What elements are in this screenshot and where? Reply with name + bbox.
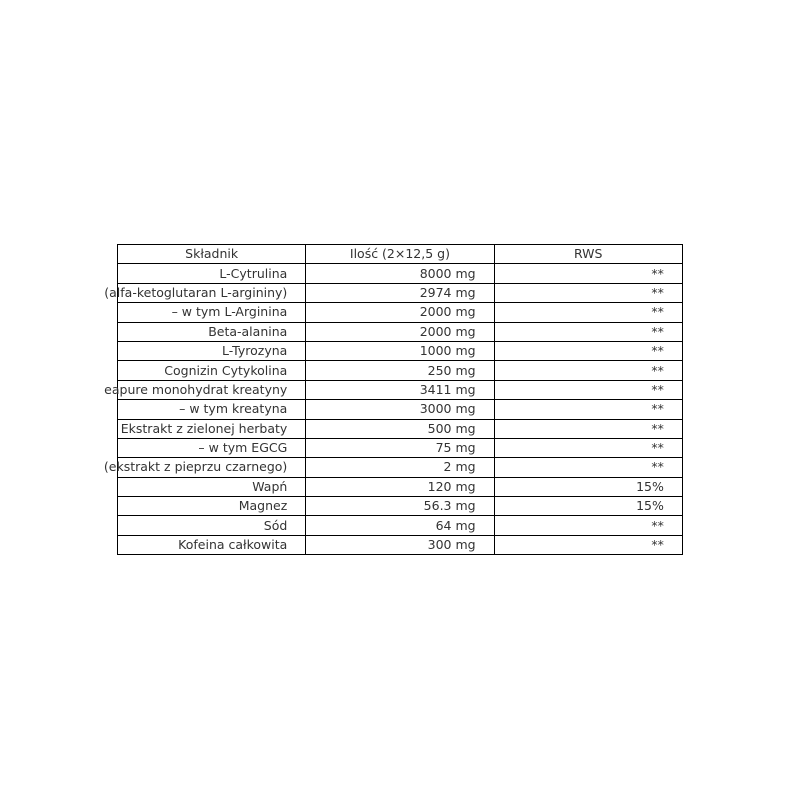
ingredient-rws: 15%: [494, 477, 682, 496]
ingredient-name: (ekstrakt z pieprzu czarnego): [103, 459, 288, 475]
ingredient-name: – w tym EGCG: [198, 440, 288, 456]
table-row: [118, 419, 683, 438]
ingredient-amount: 8000 mg: [306, 264, 494, 283]
ingredient-amount: 2974 mg: [306, 283, 494, 302]
ingredient-name: Ekstrakt z zielonej herbaty: [120, 420, 288, 436]
table-row: [118, 535, 683, 554]
nutrition-table: [103, 244, 683, 555]
ingredient-name: Wapń: [252, 478, 288, 494]
ingredient-name: Magnez: [238, 498, 288, 514]
ingredient-amount: 3000 mg: [306, 400, 494, 419]
table-row: [118, 458, 683, 477]
ingredient-amount: 250 mg: [306, 361, 494, 380]
header-row: [118, 245, 683, 264]
ingredient-name: eapure monohydrat kreatyny: [104, 381, 288, 397]
ingredient-rws: **: [494, 361, 682, 380]
table-row: [118, 497, 683, 516]
ingredient-name-cell: [118, 322, 306, 341]
table-row: [118, 400, 683, 419]
ingredient-rws: **: [494, 419, 682, 438]
ingredient-name: (alfa-ketoglutaran L-argininy): [104, 284, 288, 300]
ingredient-name-cell: [118, 497, 306, 516]
ingredient-rws: **: [494, 438, 682, 457]
ingredient-rws: **: [494, 458, 682, 477]
ingredient-name-cell: [118, 477, 306, 496]
ingredient-rws: **: [494, 380, 682, 399]
ingredient-rws: **: [494, 400, 682, 419]
ingredient-name-cell: [118, 516, 306, 535]
ingredient-name-cell: [103, 458, 306, 477]
ingredient-name: Beta-alanina: [208, 323, 288, 339]
table-row: [118, 438, 683, 457]
ingredient-name-cell: [118, 361, 306, 380]
ingredient-amount: 500 mg: [306, 419, 494, 438]
ingredient-name-cell: [104, 283, 306, 302]
ingredient-name-cell: [104, 380, 306, 399]
header-rws: RWS: [494, 245, 682, 264]
table-row: [118, 341, 683, 360]
table-body: [103, 264, 683, 555]
header-amount: Ilość (2×12,5 g): [306, 245, 494, 264]
table-row: [118, 361, 683, 380]
ingredient-name: L-Cytrulina: [219, 265, 288, 281]
ingredient-amount: 75 mg: [306, 438, 494, 457]
ingredient-amount: 56.3 mg: [306, 497, 494, 516]
ingredient-rws: 15%: [494, 497, 682, 516]
table-row: [118, 516, 683, 535]
ingredient-amount: 120 mg: [306, 477, 494, 496]
ingredient-name: Kofeina całkowita: [178, 537, 288, 553]
ingredient-name-cell: [118, 341, 306, 360]
ingredient-name-cell: [118, 264, 306, 283]
ingredient-rws: **: [494, 283, 682, 302]
ingredient-name: – w tym kreatyna: [179, 401, 288, 417]
table-row: [118, 380, 683, 399]
ingredient-rws: **: [494, 264, 682, 283]
table-header: [118, 245, 683, 264]
ingredient-amount: 64 mg: [306, 516, 494, 535]
ingredient-rws: **: [494, 303, 682, 322]
ingredient-name-cell: [118, 438, 306, 457]
ingredient-amount: 2000 mg: [306, 322, 494, 341]
ingredient-rws: **: [494, 535, 682, 554]
ingredient-name: Sód: [263, 517, 288, 533]
ingredient-name-cell: [118, 303, 306, 322]
ingredient-name: Cognizin Cytykolina: [164, 362, 288, 378]
nutrition-table-container: [103, 244, 682, 555]
ingredient-name-cell: [118, 400, 306, 419]
header-ingredient: Składnik: [118, 245, 306, 264]
table-row: [118, 322, 683, 341]
table-row: [118, 283, 683, 302]
ingredient-rws: **: [494, 322, 682, 341]
ingredient-amount: 3411 mg: [306, 380, 494, 399]
ingredient-amount: 2000 mg: [306, 303, 494, 322]
ingredient-name: – w tym L-Arginina: [171, 304, 288, 320]
ingredient-amount: 300 mg: [306, 535, 494, 554]
ingredient-name: L-Tyrozyna: [222, 343, 288, 359]
table-row: [118, 477, 683, 496]
ingredient-name-cell: [118, 419, 306, 438]
ingredient-rws: **: [494, 516, 682, 535]
ingredient-name-cell: [118, 535, 306, 554]
ingredient-rws: **: [494, 341, 682, 360]
table-row: [118, 303, 683, 322]
ingredient-amount: 2 mg: [306, 458, 494, 477]
table-row: [118, 264, 683, 283]
ingredient-amount: 1000 mg: [306, 341, 494, 360]
